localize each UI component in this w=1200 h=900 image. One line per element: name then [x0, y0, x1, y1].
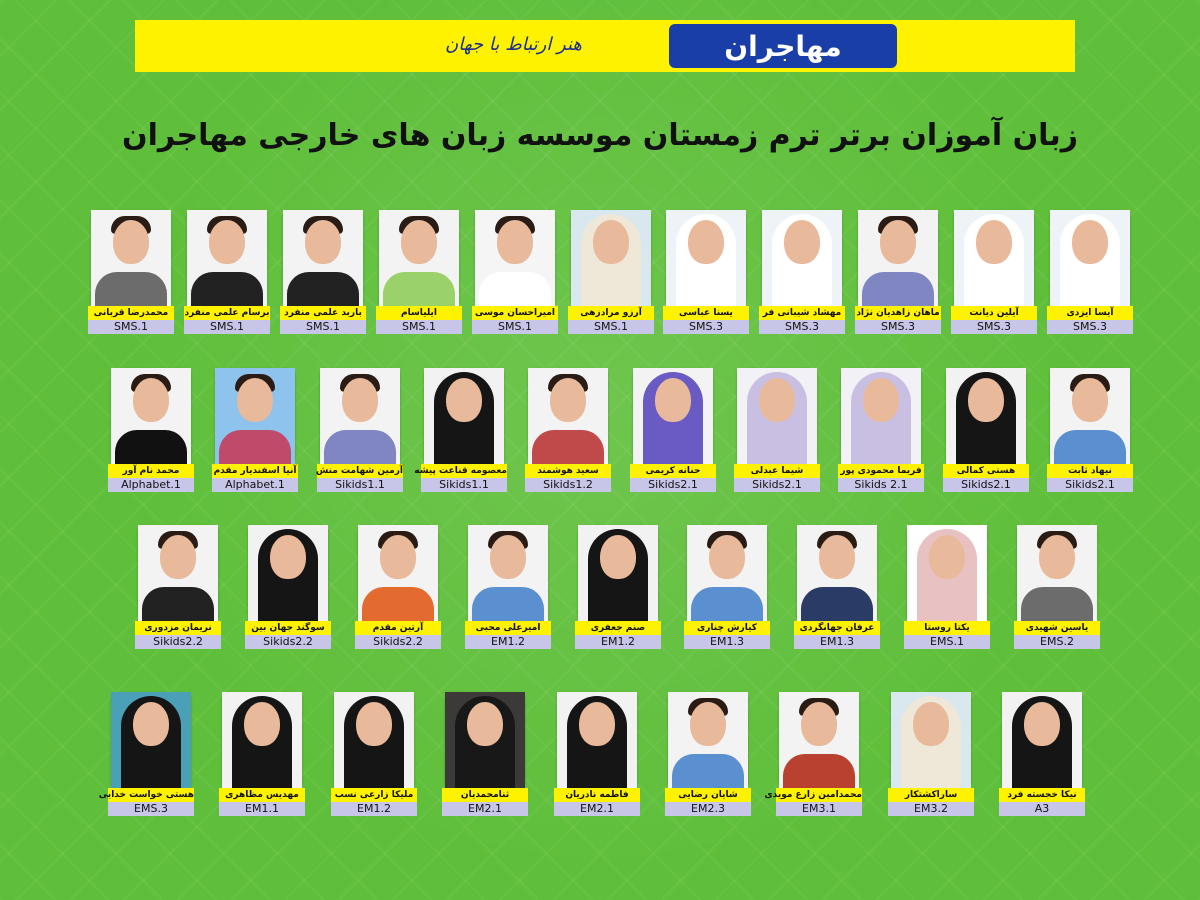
student-name: آرتین مقدم — [355, 621, 441, 635]
student-card — [414, 368, 507, 492]
student-card — [184, 210, 270, 334]
student-level: Sikids2.2 — [245, 635, 331, 649]
student-photo — [468, 525, 548, 621]
student-card — [465, 525, 551, 649]
student-card — [472, 210, 558, 334]
student-card — [951, 210, 1037, 334]
student-name: صنم جعفری — [575, 621, 661, 635]
student-photo — [111, 368, 191, 464]
student-photo — [91, 210, 171, 306]
student-name: محمدامین زارع مویدی — [764, 790, 862, 800]
student-photo — [946, 368, 1026, 464]
student-name: فاطمه نادریان — [554, 788, 640, 802]
student-card — [280, 210, 366, 334]
student-card — [855, 210, 941, 334]
student-name: نریمان مزدوری — [135, 621, 221, 635]
student-level: Sikids2.2 — [135, 635, 221, 649]
student-level: Sikids2.1 — [943, 478, 1029, 492]
student-photo — [424, 368, 504, 464]
student-name: شایان رضایی — [665, 788, 751, 802]
student-card — [219, 692, 305, 816]
student-photo — [1002, 692, 1082, 788]
student-name: فریما محمودی پور — [838, 464, 924, 478]
student-card — [355, 525, 441, 649]
student-level: Sikids1.1 — [421, 478, 507, 492]
student-level: Sikids2.1 — [630, 478, 716, 492]
student-card — [734, 368, 820, 492]
student-level: EM1.2 — [575, 635, 661, 649]
student-photo — [779, 692, 859, 788]
student-photo — [1050, 210, 1130, 306]
student-card — [331, 692, 417, 816]
student-card — [88, 210, 174, 334]
student-name: یکتا روستا — [904, 621, 990, 635]
student-name: هستی کمالی — [943, 464, 1029, 478]
student-card — [442, 692, 528, 816]
student-card — [665, 692, 751, 816]
student-card — [212, 368, 298, 492]
student-level: EM1.2 — [465, 635, 551, 649]
student-card — [838, 368, 924, 492]
student-name: آیسا ایزدی — [1047, 306, 1133, 320]
student-card — [575, 525, 661, 649]
student-name: امیراحسان موسی — [472, 306, 558, 320]
student-name: ساراکشتکار — [888, 788, 974, 802]
student-card — [376, 210, 462, 334]
student-level: SMS.1 — [376, 320, 462, 334]
student-name: عرفان جهانگردی — [794, 621, 880, 635]
student-level: SMS.1 — [88, 320, 174, 334]
student-name: امیرعلی محبی — [465, 621, 551, 635]
student-card — [108, 368, 194, 492]
student-photo — [528, 368, 608, 464]
student-photo — [1050, 368, 1130, 464]
student-photo — [954, 210, 1034, 306]
student-photo — [687, 525, 767, 621]
student-photo — [633, 368, 713, 464]
student-card — [794, 525, 880, 649]
student-photo — [907, 525, 987, 621]
student-level: EMS.2 — [1014, 635, 1100, 649]
student-photo — [187, 210, 267, 306]
student-level: EMS.1 — [904, 635, 990, 649]
student-name: باربد علمی منفرد — [280, 306, 366, 320]
student-photo — [797, 525, 877, 621]
student-level: EM3.1 — [776, 802, 862, 816]
student-level: Sikids1.2 — [525, 478, 611, 492]
student-name: ملیکا زارعی نسب — [331, 788, 417, 802]
student-level: EM3.2 — [888, 802, 974, 816]
student-card — [1047, 368, 1133, 492]
student-level: EM2.3 — [665, 802, 751, 816]
student-name: سوگند جهان بین — [245, 621, 331, 635]
student-card — [759, 210, 845, 334]
student-card — [98, 692, 194, 816]
student-card — [568, 210, 654, 334]
student-photo — [891, 692, 971, 788]
student-photo — [222, 692, 302, 788]
student-photo — [1017, 525, 1097, 621]
student-name: حنانه کریمی — [630, 464, 716, 478]
student-name: هستی خواست خدایی — [98, 790, 194, 800]
student-card — [630, 368, 716, 492]
student-photo — [858, 210, 938, 306]
student-photo — [334, 692, 414, 788]
student-photo — [578, 525, 658, 621]
student-level: Sikids1.1 — [317, 478, 403, 492]
student-photo — [762, 210, 842, 306]
student-name: آنیا اسفندیار مقدم — [213, 466, 297, 476]
student-card — [764, 692, 862, 816]
student-level: SMS.3 — [1047, 320, 1133, 334]
student-name: محمد نام آور — [108, 464, 194, 478]
student-name: آیلین دیانت — [951, 306, 1037, 320]
student-level: Alphabet.1 — [108, 478, 194, 492]
student-name: کیارش چناری — [684, 621, 770, 635]
student-photo — [248, 525, 328, 621]
student-name: ثنامحمدیان — [442, 788, 528, 802]
student-level: Alphabet.1 — [212, 478, 298, 492]
student-photo — [320, 368, 400, 464]
student-photo — [215, 368, 295, 464]
student-card — [684, 525, 770, 649]
student-level: SMS.3 — [663, 320, 749, 334]
student-level: SMS.1 — [568, 320, 654, 334]
student-photo — [358, 525, 438, 621]
student-card — [1047, 210, 1133, 334]
student-level: SMS.3 — [855, 320, 941, 334]
student-photo — [666, 210, 746, 306]
student-photo — [138, 525, 218, 621]
student-card — [525, 368, 611, 492]
student-card — [245, 525, 331, 649]
student-level: Sikids2.1 — [734, 478, 820, 492]
student-name: یاسین شهیدی — [1014, 621, 1100, 635]
student-level: SMS.1 — [184, 320, 270, 334]
student-photo — [571, 210, 651, 306]
page-title: زبان آموزان برتر ترم زمستان موسسه زبان های خارجی مهاجران — [121, 118, 1078, 153]
student-level: SMS.3 — [759, 320, 845, 334]
student-card — [943, 368, 1029, 492]
student-photo — [111, 692, 191, 788]
student-name: یسنا عباسی — [663, 306, 749, 320]
slogan: هنر ارتباط با جهان — [445, 34, 582, 55]
student-level: EM2.1 — [442, 802, 528, 816]
student-level: Sikids 2.1 — [838, 478, 924, 492]
student-photo — [737, 368, 817, 464]
student-photo — [557, 692, 637, 788]
student-level: A3 — [999, 802, 1085, 816]
student-level: EM1.1 — [219, 802, 305, 816]
student-photo — [668, 692, 748, 788]
student-name: برسام علمی منفرد — [184, 308, 270, 318]
header-banner — [135, 20, 1075, 72]
student-card — [1014, 525, 1100, 649]
student-name: محمدرضا قربانی — [88, 306, 174, 320]
student-photo — [475, 210, 555, 306]
student-card — [135, 525, 221, 649]
student-level: Sikids2.1 — [1047, 478, 1133, 492]
student-name: معصومه قناعت پیشه — [414, 466, 507, 476]
student-card — [554, 692, 640, 816]
student-level: EM1.3 — [684, 635, 770, 649]
student-level: EM2.1 — [554, 802, 640, 816]
student-name: آرزو مرادزهی — [568, 306, 654, 320]
student-name: ایلیاسام — [376, 306, 462, 320]
student-name: مهشاد شیبانی فر — [759, 306, 845, 320]
student-name: مهدیس مظاهری — [219, 788, 305, 802]
student-photo — [379, 210, 459, 306]
student-level: EM1.3 — [794, 635, 880, 649]
student-level: SMS.3 — [951, 320, 1037, 334]
brand-logo: مهاجران — [669, 24, 897, 68]
student-name: ماهان زاهدیان نژاد — [856, 308, 940, 318]
student-name: آرمین شهامت منش — [315, 466, 403, 476]
student-level: SMS.1 — [280, 320, 366, 334]
student-name: شیما عبدلی — [734, 464, 820, 478]
student-card — [663, 210, 749, 334]
student-level: EM1.2 — [331, 802, 417, 816]
student-card — [999, 692, 1085, 816]
student-photo — [445, 692, 525, 788]
student-level: Sikids2.2 — [355, 635, 441, 649]
student-card — [317, 368, 403, 492]
student-photo — [841, 368, 921, 464]
student-level: EMS.3 — [108, 802, 194, 816]
student-card — [888, 692, 974, 816]
student-level: SMS.1 — [472, 320, 558, 334]
student-card — [904, 525, 990, 649]
student-name: نیکا خجسته فرد — [999, 788, 1085, 802]
student-photo — [283, 210, 363, 306]
student-name: نیهاد ثابت — [1047, 464, 1133, 478]
student-name: سعید هوشمند — [525, 464, 611, 478]
